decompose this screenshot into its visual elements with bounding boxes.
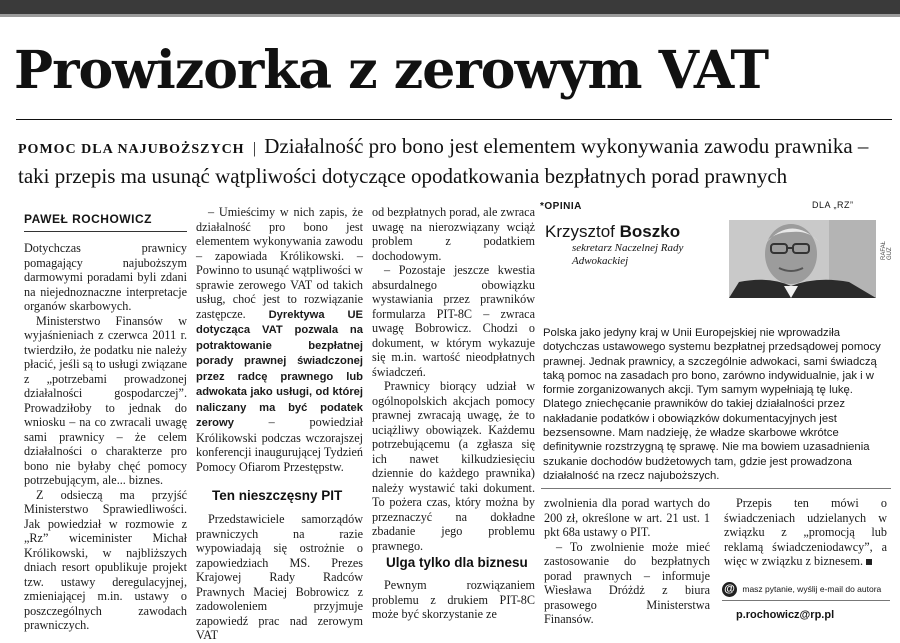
paragraph-text: Przepis ten mówi o świadczeniach udzielanych w związku z „promocją lub reklamą świadczeniodawcy”, a więc w związku z biznesem. [724, 496, 887, 568]
opinion-rule [541, 488, 891, 489]
author-email-link[interactable]: p.rochowicz@rp.pl [736, 609, 835, 621]
headline: Prowizorka z zerowym VAT [14, 40, 769, 101]
opinion-rz-label: DLA „RZ” [812, 200, 854, 210]
deck-text: Działalność pro bono jest elementem wykonywania zawodu prawnika – taki przepis ma usunąć wątpliwości dotyczące opodatkowania bezpłatnych porad prawnych [18, 134, 869, 188]
paragraph-text: – Umieścimy w nich zapis, że działalność pro bono jest elementem wykonywania zawodu – zapowiada Królikowski. – Powinno to usunąć wątpliwości w sprawie zerowego VAT od takich usług, choć jest to rozwiązanie zastępcze. [196, 205, 363, 321]
opinion-last-name: Boszko [619, 222, 681, 241]
opinion-text: Polska jako jedyny kraj w Unii Europejskiej nie wprowadziła dotychczas ustawowego systemu bezpłatnej przedsądowej pomocy prawnej. Jednak prawnicy, a szczególnie adwokaci, sami świadczą taką pomoc na zasadach pro bono, zarówno indywidualnie, jak i w formie zorganizowanych akcji. Tym samym wypełniają tę lukę. Dlatego zniechęcanie prawników do takiej działalności przez nakładanie podatków i obowiązków dokumentacyjnych jest bezsensowne. Mam nadzieję, że władze skarbowe wkrótce definitywnie rozstrzygną tę sprawę. Nie ma bowiem uzasadnienia szukanie dochodów budżetowych tam, gdzie jest prowadzona działalność na rzecz najuboższych. [543, 327, 881, 482]
paragraph: od bezpłatnych porad, ale zwraca uwagę na nierozwiązany wciąż problem z podatkiem dochodowym. [372, 205, 535, 263]
contact-box [722, 582, 892, 597]
paragraph [196, 205, 363, 474]
opinion-author-name [545, 222, 680, 242]
column-5 [724, 496, 887, 569]
paragraph: – Pozostaje jeszcze kwestia absurdalnego obowiązku wystawiania przez prawników formularza PIT-8C – zwraca uwagę Bobrowicz. Chodzi o dokument, w którym wykazuje się m.in. wartość nieodpłatnych świadczeń. [372, 263, 535, 379]
deck-separator: | [252, 140, 257, 157]
opinion-first-name: Krzysztof [545, 222, 615, 241]
paragraph: Prawnicy biorący udział w ogólnopolskich akcjach pomocy prawnej zwracają uwagę, że to uciążliwy obowiązek. Każdemu potrzebującemu (a zgłasza się ich nawet kilkudziesięciu dziennie do każdego prawnika) należy wystawić taki dokument. To pożera czas, który można by przeznaczyć na dokładne zbadanie jego problemu prawnego. [372, 379, 535, 553]
column-2-continued [196, 512, 363, 643]
paragraph: Dotychczas prawnicy pomagający najuboższym darmowymi poradami byli zdani na niejednoznaczne interpretacje organów skarbowych. [24, 241, 187, 313]
deck [18, 133, 888, 190]
contact-rule [722, 600, 890, 601]
scan-edge [0, 0, 900, 14]
paragraph-text: – powiedział Królikowski podczas wczorajszej konferencji inaugurującej Tydzień Pomocy Ofiarom Przestępstw. [196, 415, 363, 474]
paragraph: – To zwolnienie może mieć zastosowanie do bezpłatnych porad prawnych – informuje Wiesława Dróżdż z biura prasowego Ministerstwa Finansów. [544, 539, 710, 626]
opinion-author-role: sekretarz Naczelnej Rady Adwokackiej [572, 242, 684, 267]
author-rule [24, 231, 187, 232]
paragraph: zwolnienia dla porad wartych do 200 zł, określone w art. 21 ust. 1 pkt 68a ustawy o PIT. [544, 496, 710, 539]
paragraph: Z odsieczą ma przyjść Ministerstwo Sprawiedliwości. Jak powiedział w rozmowie z „Rz” wiceminister Michał Królikowski, w najbliższych dniach resort opublikuje projekt tzw. ustawy deregulacyjnej, zmieniającej m.in. ustawy o poszczególnych zawodach prawniczych. [24, 487, 187, 632]
at-icon: @ [722, 582, 737, 597]
column-2 [196, 205, 363, 474]
photo-credit: RAFAŁ GUZ [881, 240, 893, 260]
paragraph [724, 496, 887, 569]
author-photo [729, 220, 876, 298]
column-1 [24, 241, 187, 633]
portrait-image [729, 220, 876, 298]
scan-edge-shadow [0, 14, 900, 17]
opinion-label: *OPINIA [540, 201, 582, 212]
column-3-continued [372, 578, 535, 622]
column-3 [372, 205, 535, 553]
end-mark-icon [866, 559, 872, 565]
author-byline: PAWEŁ ROCHOWICZ [24, 212, 152, 226]
subheading-ulga: Ulga tylko dla biznesu [386, 555, 528, 570]
headline-rule [16, 119, 892, 120]
paragraph-bold: Dyrektywa UE dotycząca VAT pozwala na potraktowanie bezpłatnej porady prawnej świadczonej przez radcę prawnego lub adwokata jako usługi, od której naliczany ma być podatek zerowy [196, 308, 363, 429]
paragraph: Pewnym rozwiązaniem problemu z drukiem PIT-8C może być skorzystanie ze [372, 578, 535, 621]
paragraph: Przedstawiciele samorządów prawniczych na razie wypowiadają się ostrożnie o zapowiedziach MS. Prezes Krajowej Rady Radców Prawnych Maciej Bobrowicz z zadowoleniem przyjmuje zapowiedź prac nad zerowym VAT [196, 512, 363, 642]
subheading-pit: Ten nieszczęsny PIT [212, 488, 343, 503]
paragraph: Ministerstwo Finansów w wyjaśnieniach z czerwca 2011 r. twierdziło, że podatku nie należy płacić, jeśli są to usługi związane z „potrzebami prowadzonej działalności gospodarczej”. Prowadziłoby to jednak do wniosku – na co zwracali uwagę sami prawnicy – że celem działalności o charakterze pro bono nie byłaby chęć pomocy potrzebującym, ale... biznes. [24, 313, 187, 487]
column-4 [544, 496, 710, 627]
contact-text: masz pytanie, wyślij e-mail do autora [742, 583, 882, 594]
deck-kicker: POMOC DLA NAJUBOŻSZYCH [18, 142, 245, 157]
